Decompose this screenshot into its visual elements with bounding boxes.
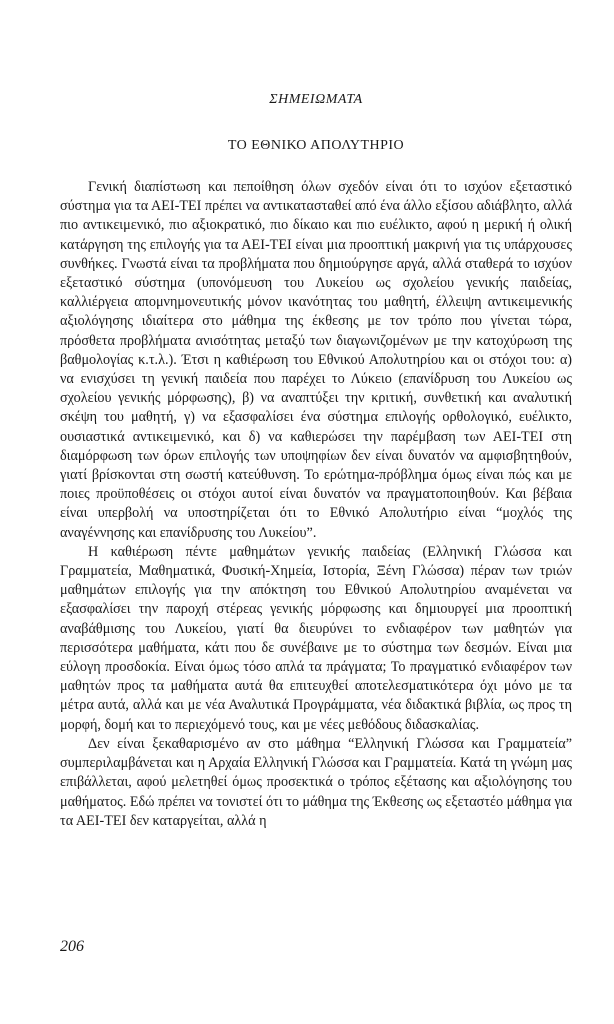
paragraph: Γενική διαπίστωση και πεποίθηση όλων σχεδόν είναι ότι το ισχύον εξεταστικό σύστημα για τα ΑΕΙ-ΤΕΙ πρέπει να αντικατασταθεί από ένα άλλο εξίσου αδιάβλητο, αλλά πιο αντικειμενικό, πιο αξιοκρατικό, πιο δίκαιο και πιο ευέλικτο, αφού η μερική ή ολική κατάργηση της επιλογής για τα ΑΕΙ-ΤΕΙ είναι μια προοπτική μακρινή για τις υπάρχουσες συνθήκες. Γνωστά είναι τα προβλήματα που δημιούργησε αργά, αλλά σταθερά το ισχύον εξεταστικό σύστημα (υπονόμευση του Λυκείου ως σχολείου γενικής παιδείας, καλλιέργεια απομνημονευτικής μόνον ικανότητας του μαθητή, έλλειψη αντικειμενικής αξιολόγησης ιδιαίτερα στο μάθημα της έκθεσης με τον τρόπο που γίνεται τώρα, πρόσθετα προβλήματα ανισότητας μεταξύ των διαγωνιζομένων με την κατοχύρωση της βαθμολογίας κ.τ.λ.). Έτσι η καθιέρωση του Εθνικού Απολυτηρίου και οι στόχοι του: α) να ενισχύσει τη γενική παιδεία που παρέχει το Λύκειο (επανίδρυση του Λυκείου ως σχολείου γενικής μόρφωσης), β) να αναπτύξει την κριτική, συνθετική και αναλυτική σκέψη του μαθητή, γ) να εξασφαλίσει ένα σύστημα επιλογής ορθολογικό, ευέλικτο, ουσιαστικά αντικειμενικό, και δ) να καθιερώσει την παρέμβαση των ΑΕΙ-ΤΕΙ στη διαμόρφωση των όρων επιλογής των υποψηφίων δεν είναι δυνατόν να αμφισβητηθούν, γιατί βρίσκονται στη σωστή κατεύθυνση. Το ερώτημα-πρόβλημα όμως είναι πώς και με ποιες προϋποθέσεις οι στόχοι αυτοί είναι δυνατόν να πραγματοποιηθούν. Και βέβαια είναι υπερβολή να υποστηρίζεται ότι το Εθνικό Απολυτήριο είναι “μοχλός της αναγέννησης και επανίδρυσης του Λυκείου”. [60,179,573,541]
chapter-title: ΤΟ ΕΘΝΙΚΟ ΑΠΟΛΥΤΗΡΙΟ [227,138,405,153]
document-page [60,0,572,1024]
paragraph: Η καθιέρωση πέντε μαθημάτων γενικής παιδείας (Ελληνική Γλώσσα και Γραμματεία, Μαθηματικά, Φυσική-Χημεία, Ιστορία, Ξένη Γλώσσα) πέραν των τριών μαθημάτων επιλογής για την απόκτηση του Εθνικού Απολυτηρίου αναμένεται να εξασφαλίσει την παροχή στέρεας γενικής μόρφωσης και δημιουργεί μια προοπτική αναβάθμισης του Λυκείου, γιατί θα διευρύνει το ενδιαφέρον των μαθητών για περισσότερα μαθήματα, κάτι που δε συνέβαινε με το σύστημα των δεσμών. Είναι μια εύλογη προσδοκία. Είναι όμως τόσο απλά τα πράγματα; Το πραγματικό ενδιαφέρον των μαθητών προς τα μαθήματα αυτά θα επιτευχθεί αποτελεσματικότερα όχι μόνο με τα μέτρα αυτά, αλλά και με νέα Αναλυτικά Προγράμματα, νέα διδακτικά βιβλία, ως προς τη μορφή, δομή και το περιεχόμενό τους, και με νέες μεθόδους διδασκαλίας. [60,543,572,733]
paragraph: Δεν είναι ξεκαθαρισμένο αν στο μάθημα “Ελληνική Γλώσσα και Γραμματεία” συμπεριλαμβάνεται και η Αρχαία Ελληνική Γλώσσα και Γραμματεία. Κατά τη γνώμη μας επιβάλλεται, αφού μελετηθεί όμως προσεκτικά ο τρόπος εξέτασης και αξιολόγησης του μαθήματος. Εδώ πρέπει να τονιστεί ότι το μάθημα της Έκθεσης ως εξεταστέο μάθημα για τα ΑΕΙ-ΤΕΙ δεν καταργείται, αλλά η [60,735,572,829]
section-heading: ΣΗΜΕΙΩΜΑΤΑ [269,92,363,107]
body-text [60,178,572,831]
page-number: 206 [60,938,84,955]
